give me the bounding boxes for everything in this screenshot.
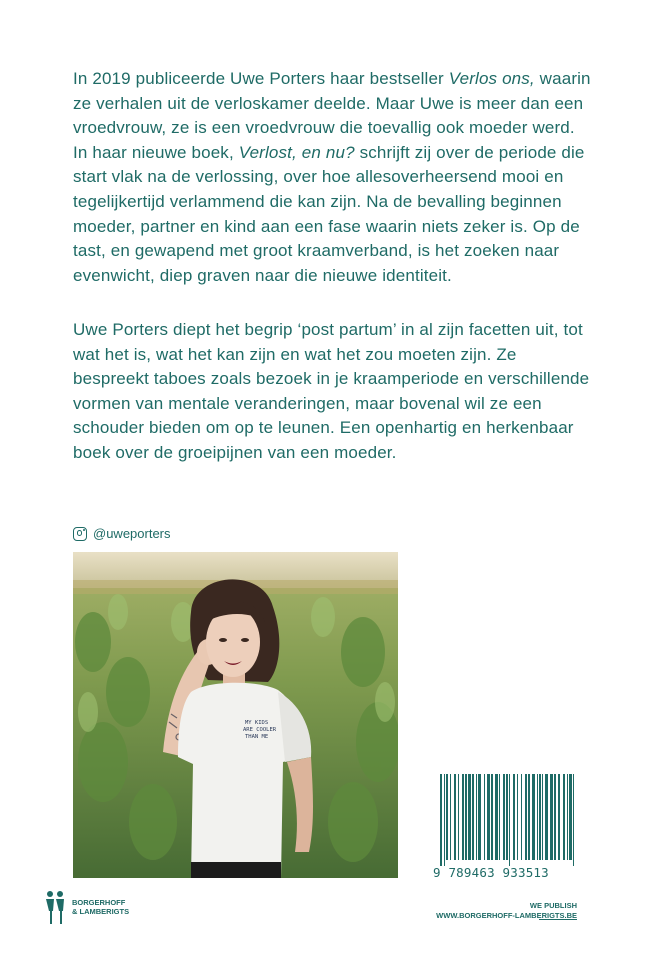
author-instagram[interactable] xyxy=(73,526,171,541)
barcode-bar xyxy=(525,774,527,860)
barcode-bar xyxy=(446,774,448,860)
barcode-bar xyxy=(509,774,510,866)
barcode-bar xyxy=(472,774,474,860)
author-photo xyxy=(73,552,398,878)
barcode-bar xyxy=(569,774,572,860)
publisher-name-line1: BORGERHOFF xyxy=(72,898,126,907)
barcode-bar xyxy=(465,774,467,860)
barcode-bar xyxy=(513,774,515,860)
barcode-bar xyxy=(458,774,459,860)
publisher-underline xyxy=(539,919,577,920)
barcode-bar xyxy=(517,774,518,860)
blurb-p1-run: Verlost, en nu? xyxy=(238,142,355,162)
blurb-p1-run: waarin ze verhalen uit de verloskamer deelde. Maar Uwe is meer dan een vroedvrouw, ze is een vroedvrouw die toevallig ook moeder werd. In haar nieuwe boek, xyxy=(73,69,591,162)
publisher-logo[interactable] xyxy=(44,890,129,924)
barcode-bar xyxy=(487,774,490,860)
blurb-p1-run: In 2019 publiceerde Uwe Porters haar bestseller xyxy=(73,69,449,88)
publisher-url[interactable]: WWW.BORGERHOFF-LAMBERIGTS.BE xyxy=(436,910,577,920)
blurb-p1-run: Verlos ons, xyxy=(448,69,535,88)
barcode-bar xyxy=(491,774,493,860)
barcode-bar xyxy=(454,774,456,860)
barcode-bar xyxy=(563,774,565,860)
shirt-text-3: THAN ME xyxy=(245,734,269,740)
barcode-bar xyxy=(503,774,505,860)
barcode-bar xyxy=(539,774,541,860)
barcode-bar xyxy=(532,774,535,860)
barcode-bar xyxy=(537,774,538,860)
blurb-p1-run: schrijft zij over de periode die start vlak na de verlossing, over hoe allesoverheersend mooi en tegelijkertijd verlammend die kan zijn. Na de bevalling beginnen moeder, partner en kind aan een fase waarin niets zeker is. Op de tast, en gewapend met groot kraamverband, is het zoeken naar evenwicht, diep graven naar die nieuwe identiteit. xyxy=(73,142,585,285)
publisher-info xyxy=(436,901,577,920)
shirt-text-1: MY KIDS xyxy=(245,720,269,726)
barcode-bar xyxy=(554,774,556,860)
barcode-bar xyxy=(440,774,442,866)
barcode-bar xyxy=(550,774,553,860)
publisher-tagline: WE PUBLISH xyxy=(529,901,577,910)
barcode-bar xyxy=(495,774,498,860)
isbn-barcode xyxy=(438,774,578,866)
blurb-paragraph-1 xyxy=(73,67,593,288)
barcode-bar xyxy=(558,774,560,860)
barcode-bar xyxy=(545,774,548,860)
instagram-handle: @uweporters xyxy=(93,526,171,541)
barcode-bar xyxy=(528,774,530,860)
barcode-bar xyxy=(476,774,477,860)
barcode-bar xyxy=(567,774,568,860)
barcode-bar xyxy=(521,774,522,860)
barcode-bar xyxy=(468,774,471,860)
barcode-bar xyxy=(542,774,543,860)
isbn-number: 9 789463 933513 xyxy=(433,865,549,880)
barcode-bar xyxy=(499,774,500,860)
blurb-paragraph-2 xyxy=(73,318,593,466)
barcode-bar xyxy=(478,774,481,860)
shirt-text-2: ARE COOLER xyxy=(243,727,277,733)
barcode-bar xyxy=(484,774,485,860)
instagram-icon xyxy=(73,527,87,541)
barcode-bar xyxy=(462,774,464,860)
blurb-p2-run: Uwe Porters diept het begrip ‘post partum’ in al zijn facetten uit, tot wat het is, wat het kan zijn en wat het zou moeten zijn. Ze bespreekt taboes zoals bezoek in je kraamperiode en verschillende vormen van mentale veranderingen, maar bovenal wil ze een schouder bieden om op te leunen. Een openhartig en herkenbaar boek over de groeipijnen van een moeder. xyxy=(73,320,590,462)
publisher-name-line2: & LAMBERIGTS xyxy=(72,907,130,916)
barcode-bar xyxy=(450,774,451,860)
barcode-bar xyxy=(506,774,508,860)
barcode-bar xyxy=(444,774,445,866)
barcode-bar xyxy=(573,774,574,866)
publisher-figures-icon xyxy=(44,890,66,924)
